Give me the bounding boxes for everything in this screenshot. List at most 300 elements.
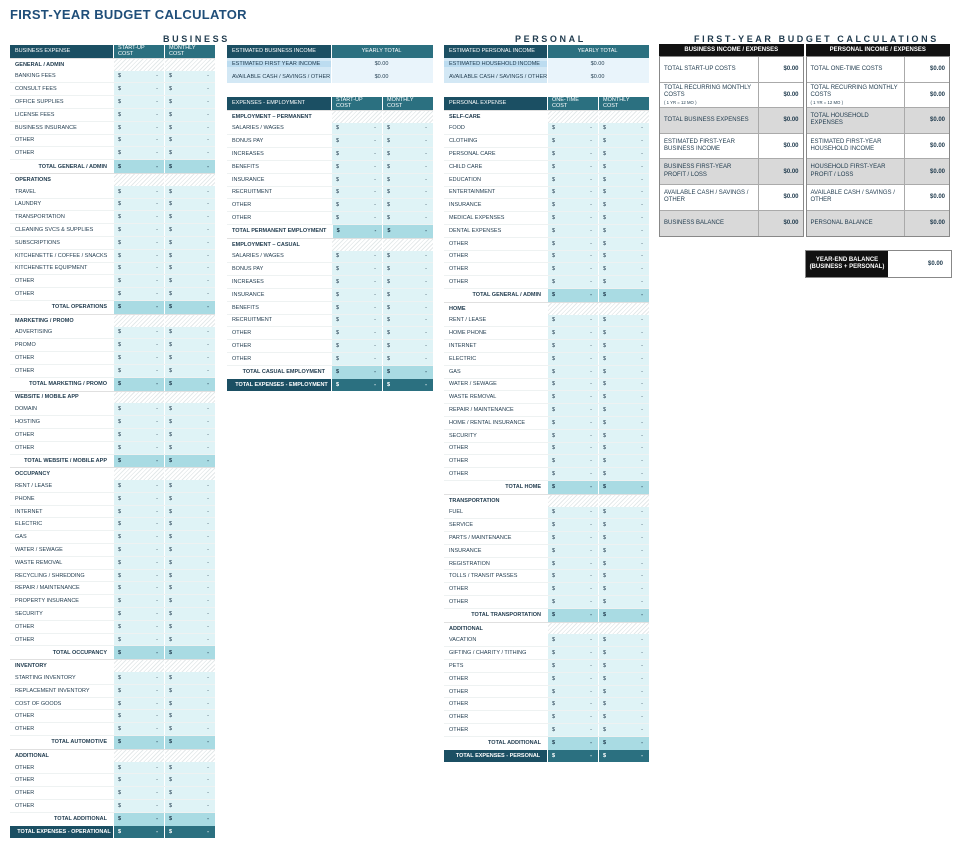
monthly-input-cell[interactable]	[598, 558, 649, 570]
cost-input-cell[interactable]	[113, 365, 164, 377]
line-item-label: CONSULT FEES	[15, 86, 57, 93]
subtotal-cost-cell	[547, 289, 598, 302]
cost-input-cell[interactable]	[113, 442, 164, 454]
monthly-input-cell[interactable]	[382, 212, 433, 224]
monthly-input-cell[interactable]	[598, 455, 649, 467]
currency-symbol: $	[552, 202, 556, 209]
monthly-input-cell[interactable]	[598, 148, 649, 160]
currency-symbol: $	[387, 279, 391, 286]
cell-value: -	[207, 381, 209, 388]
monthly-input-cell[interactable]	[164, 774, 215, 786]
currency-symbol: $	[169, 188, 173, 195]
income-value-input[interactable]: $0.00	[547, 58, 649, 71]
monthly-input-cell[interactable]	[164, 83, 215, 95]
cost-input-cell[interactable]	[113, 403, 164, 415]
cost-input-cell[interactable]	[113, 582, 164, 594]
monthly-input-cell[interactable]	[164, 365, 215, 377]
cost-input-cell[interactable]	[113, 685, 164, 697]
cost-input-cell[interactable]	[331, 251, 382, 263]
monthly-input-cell[interactable]	[598, 507, 649, 519]
cost-input-cell[interactable]	[331, 315, 382, 327]
currency-symbol: $	[169, 636, 173, 643]
monthly-input-cell[interactable]	[164, 557, 215, 569]
monthly-input-cell[interactable]	[164, 403, 215, 415]
monthly-input-cell[interactable]	[382, 187, 433, 199]
monthly-input-cell[interactable]	[598, 647, 649, 659]
cost-input-cell[interactable]	[547, 647, 598, 659]
monthly-input-cell[interactable]	[164, 698, 215, 710]
monthly-input-cell[interactable]	[164, 429, 215, 441]
monthly-input-cell[interactable]	[164, 800, 215, 812]
cost-input-cell[interactable]	[113, 339, 164, 351]
cost-input-cell[interactable]	[547, 199, 598, 211]
currency-symbol: $	[603, 343, 607, 350]
cost-input-cell[interactable]	[547, 238, 598, 250]
monthly-input-cell[interactable]	[598, 327, 649, 339]
cell-value: -	[641, 675, 643, 682]
cost-input-cell[interactable]	[331, 340, 382, 352]
cost-input-cell[interactable]	[113, 595, 164, 607]
monthly-input-cell[interactable]	[382, 263, 433, 275]
cost-input-cell[interactable]	[113, 570, 164, 582]
cost-input-cell[interactable]	[113, 531, 164, 543]
cell-value: -	[641, 215, 643, 222]
currency-symbol: $	[552, 560, 556, 567]
monthly-input-cell[interactable]	[598, 724, 649, 736]
monthly-input-cell[interactable]	[598, 238, 649, 250]
calc-row	[660, 108, 803, 134]
line-item-row	[10, 506, 215, 519]
subtotal-label: TOTAL GENERAL / ADMIN	[38, 163, 107, 170]
cost-input-cell[interactable]	[113, 480, 164, 492]
monthly-input-cell[interactable]	[164, 71, 215, 83]
monthly-input-cell[interactable]	[164, 122, 215, 134]
cost-input-cell[interactable]	[547, 711, 598, 723]
cell-value: -	[425, 266, 427, 273]
cost-input-cell[interactable]	[113, 416, 164, 428]
line-item-label: STARTING INVENTORY	[15, 674, 76, 681]
monthly-input-cell[interactable]	[598, 519, 649, 531]
cost-input-cell[interactable]	[547, 225, 598, 237]
monthly-input-cell[interactable]	[164, 211, 215, 223]
cost-input-cell[interactable]	[113, 199, 164, 211]
line-item-row	[444, 123, 649, 136]
cost-input-cell[interactable]	[113, 71, 164, 83]
cost-input-cell[interactable]	[113, 787, 164, 799]
cost-input-cell[interactable]	[113, 109, 164, 121]
cost-input-cell[interactable]	[547, 570, 598, 582]
cost-input-cell[interactable]	[113, 147, 164, 159]
cost-input-cell[interactable]	[547, 443, 598, 455]
cost-input-cell[interactable]	[547, 161, 598, 173]
cost-input-cell[interactable]	[331, 353, 382, 365]
cost-input-cell[interactable]	[113, 710, 164, 722]
subtotal-row	[227, 366, 433, 379]
cost-input-cell[interactable]	[547, 698, 598, 710]
monthly-input-cell[interactable]	[598, 417, 649, 429]
monthly-input-cell[interactable]	[164, 96, 215, 108]
currency-symbol: $	[169, 86, 173, 93]
monthly-input-cell[interactable]	[598, 123, 649, 135]
cell-value: -	[590, 227, 592, 234]
income-value-input[interactable]: $0.00	[331, 58, 433, 71]
cost-input-cell[interactable]	[113, 237, 164, 249]
monthly-input-cell[interactable]	[164, 582, 215, 594]
cost-input-cell[interactable]	[547, 686, 598, 698]
subtotal-monthly-cell	[382, 225, 433, 238]
monthly-input-cell[interactable]	[598, 596, 649, 608]
cost-input-cell[interactable]	[547, 251, 598, 263]
cost-input-cell[interactable]	[547, 315, 598, 327]
calc-row	[660, 159, 803, 185]
currency-symbol: $	[118, 201, 122, 208]
cost-input-cell[interactable]	[113, 506, 164, 518]
cell-value: -	[374, 291, 376, 298]
hatched-cell	[164, 315, 215, 327]
monthly-input-cell[interactable]	[598, 698, 649, 710]
cost-input-cell[interactable]	[547, 545, 598, 557]
monthly-input-cell[interactable]	[598, 673, 649, 685]
monthly-input-cell[interactable]	[598, 545, 649, 557]
cost-input-cell[interactable]	[547, 468, 598, 480]
monthly-input-cell[interactable]	[598, 135, 649, 147]
monthly-input-cell[interactable]	[598, 276, 649, 288]
currency-symbol: $	[552, 701, 556, 708]
monthly-input-cell[interactable]	[382, 161, 433, 173]
monthly-input-cell[interactable]	[598, 391, 649, 403]
cost-input-cell[interactable]	[113, 493, 164, 505]
cost-input-cell[interactable]	[113, 135, 164, 147]
monthly-input-cell[interactable]	[164, 339, 215, 351]
monthly-input-cell[interactable]	[164, 135, 215, 147]
cost-input-cell[interactable]	[331, 199, 382, 211]
line-item-label: OTHER	[449, 253, 469, 260]
cost-input-cell[interactable]	[113, 250, 164, 262]
cost-input-cell[interactable]	[547, 558, 598, 570]
cost-input-cell[interactable]	[113, 186, 164, 198]
line-item-label: INSURANCE	[449, 547, 482, 554]
monthly-input-cell[interactable]	[598, 199, 649, 211]
cost-input-cell[interactable]	[547, 507, 598, 519]
cost-input-cell[interactable]	[113, 352, 164, 364]
income-value-input[interactable]: $0.00	[547, 71, 649, 84]
cell-value: -	[641, 471, 643, 477]
cost-input-cell[interactable]	[547, 519, 598, 531]
line-item-label: OTHER	[449, 240, 469, 247]
cost-input-cell[interactable]	[331, 135, 382, 147]
currency-symbol: $	[118, 381, 122, 388]
cost-input-cell[interactable]	[113, 557, 164, 569]
line-item-label: OTHER	[15, 764, 35, 771]
monthly-input-cell[interactable]	[598, 468, 649, 480]
cost-input-cell[interactable]	[113, 83, 164, 95]
monthly-input-cell[interactable]	[164, 263, 215, 275]
line-item-row	[10, 224, 215, 237]
category-label: INVENTORY	[15, 663, 47, 670]
cost-input-cell[interactable]	[113, 288, 164, 300]
monthly-input-cell[interactable]	[598, 686, 649, 698]
monthly-input-cell[interactable]	[598, 212, 649, 224]
cell-value: -	[156, 86, 158, 93]
monthly-input-cell[interactable]	[382, 353, 433, 365]
monthly-input-cell[interactable]	[164, 672, 215, 684]
monthly-input-cell[interactable]	[598, 660, 649, 672]
cost-input-cell[interactable]	[547, 263, 598, 275]
monthly-input-cell[interactable]	[598, 583, 649, 595]
cost-input-cell[interactable]	[547, 276, 598, 288]
cost-input-cell[interactable]	[547, 135, 598, 147]
monthly-input-cell[interactable]	[164, 109, 215, 121]
cost-input-cell[interactable]	[547, 187, 598, 199]
hatched-cell	[164, 392, 215, 404]
cell-value: -	[156, 99, 158, 106]
monthly-input-cell[interactable]	[382, 199, 433, 211]
cost-input-cell[interactable]	[331, 302, 382, 314]
calc-value: $0.00	[904, 211, 949, 237]
cost-input-cell[interactable]	[547, 174, 598, 186]
subtotal-monthly-cell	[598, 289, 649, 302]
cost-input-cell[interactable]	[331, 174, 382, 186]
monthly-input-cell[interactable]	[598, 187, 649, 199]
monthly-input-cell[interactable]	[598, 711, 649, 723]
cost-input-cell[interactable]	[113, 122, 164, 134]
monthly-input-cell[interactable]	[598, 174, 649, 186]
monthly-input-cell[interactable]	[382, 289, 433, 301]
cost-input-cell[interactable]	[547, 430, 598, 442]
cost-input-cell[interactable]	[547, 634, 598, 646]
monthly-input-cell[interactable]	[382, 276, 433, 288]
monthly-input-cell[interactable]	[598, 225, 649, 237]
currency-symbol: $	[387, 266, 391, 273]
calc-label-text: TOTAL HOUSEHOLD EXPENSES	[810, 113, 869, 127]
cost-input-cell[interactable]	[113, 263, 164, 275]
monthly-input-cell[interactable]	[382, 302, 433, 314]
monthly-input-cell[interactable]	[164, 685, 215, 697]
monthly-input-cell[interactable]	[164, 506, 215, 518]
cell-value: -	[590, 458, 592, 465]
cell-value: -	[641, 189, 643, 196]
cell-value: -	[590, 292, 592, 299]
monthly-input-cell[interactable]	[164, 416, 215, 428]
cost-input-cell[interactable]	[331, 263, 382, 275]
monthly-input-cell[interactable]	[164, 531, 215, 543]
line-item-row	[444, 519, 649, 532]
monthly-input-cell[interactable]	[598, 430, 649, 442]
cost-input-cell[interactable]	[113, 698, 164, 710]
cost-input-cell[interactable]	[547, 123, 598, 135]
monthly-input-cell[interactable]	[164, 250, 215, 262]
cell-value: -	[590, 279, 592, 286]
cost-input-cell[interactable]	[113, 224, 164, 236]
cost-input-cell[interactable]	[113, 723, 164, 735]
cost-input-cell[interactable]	[547, 353, 598, 365]
currency-symbol: $	[118, 214, 122, 221]
cost-input-cell[interactable]	[547, 660, 598, 672]
monthly-input-cell[interactable]	[164, 224, 215, 236]
monthly-input-cell[interactable]	[164, 570, 215, 582]
monthly-input-cell[interactable]	[164, 710, 215, 722]
monthly-input-cell[interactable]	[164, 147, 215, 159]
cell-value: -	[590, 573, 592, 580]
currency-symbol: $	[603, 292, 607, 299]
cost-input-cell[interactable]	[113, 762, 164, 774]
cost-input-cell[interactable]	[547, 417, 598, 429]
hatched-cell	[598, 495, 649, 507]
currency-symbol: $	[118, 444, 122, 451]
monthly-input-cell[interactable]	[164, 352, 215, 364]
cost-input-cell[interactable]	[547, 212, 598, 224]
cost-input-cell[interactable]	[331, 187, 382, 199]
monthly-input-cell[interactable]	[598, 404, 649, 416]
line-item-row	[444, 148, 649, 161]
cell-value: -	[156, 163, 158, 170]
cost-input-cell[interactable]	[547, 724, 598, 736]
category-row	[444, 302, 649, 315]
monthly-input-cell[interactable]	[164, 288, 215, 300]
monthly-input-cell[interactable]	[164, 199, 215, 211]
monthly-input-cell[interactable]	[164, 608, 215, 620]
subtotal-row	[10, 646, 215, 659]
currency-symbol: $	[603, 266, 607, 273]
cost-input-cell[interactable]	[113, 518, 164, 530]
currency-symbol: $	[169, 150, 173, 157]
cell-value: -	[156, 227, 158, 234]
cost-input-cell[interactable]	[113, 544, 164, 556]
line-item-row	[227, 135, 433, 148]
cost-input-cell[interactable]	[547, 391, 598, 403]
monthly-input-cell[interactable]	[164, 595, 215, 607]
monthly-input-cell[interactable]	[598, 443, 649, 455]
cost-input-cell[interactable]	[331, 327, 382, 339]
cost-input-cell[interactable]	[113, 608, 164, 620]
cell-value: -	[374, 163, 376, 170]
currency-symbol: $	[336, 163, 340, 170]
monthly-input-cell[interactable]	[164, 723, 215, 735]
cost-input-cell[interactable]	[547, 340, 598, 352]
monthly-input-cell[interactable]	[598, 315, 649, 327]
monthly-input-cell[interactable]	[164, 327, 215, 339]
monthly-input-cell[interactable]	[164, 518, 215, 530]
monthly-input-cell[interactable]	[598, 366, 649, 378]
monthly-input-cell[interactable]	[164, 493, 215, 505]
monthly-input-cell[interactable]	[382, 340, 433, 352]
monthly-input-cell[interactable]	[598, 379, 649, 391]
cost-input-cell[interactable]	[331, 212, 382, 224]
cost-input-cell[interactable]	[547, 673, 598, 685]
cell-value: -	[156, 726, 158, 733]
cost-input-cell[interactable]	[113, 800, 164, 812]
cost-input-cell[interactable]	[331, 123, 382, 135]
cost-input-cell[interactable]	[547, 148, 598, 160]
cost-input-cell[interactable]	[113, 774, 164, 786]
monthly-input-cell[interactable]	[164, 621, 215, 633]
monthly-input-cell[interactable]	[382, 251, 433, 263]
currency-symbol: $	[603, 471, 607, 477]
category-row	[10, 314, 215, 327]
monthly-input-cell[interactable]	[164, 762, 215, 774]
monthly-input-cell[interactable]	[598, 251, 649, 263]
currency-symbol: $	[387, 253, 391, 260]
calc-label-text: TOTAL RECURRING MONTHLY COSTS	[810, 85, 898, 99]
line-item-label: LICENSE FEES	[15, 111, 55, 118]
monthly-input-cell[interactable]	[164, 544, 215, 556]
monthly-input-cell[interactable]	[164, 480, 215, 492]
cost-input-cell[interactable]	[113, 327, 164, 339]
cost-input-cell[interactable]	[113, 672, 164, 684]
calc-label-text: HOUSEHOLD FIRST-YEAR PROFIT / LOSS	[810, 164, 886, 178]
monthly-input-cell[interactable]	[164, 237, 215, 249]
monthly-input-cell[interactable]	[598, 532, 649, 544]
cell-value: -	[590, 189, 592, 196]
currency-symbol: $	[552, 753, 556, 760]
monthly-input-cell[interactable]	[164, 186, 215, 198]
currency-symbol: $	[169, 252, 173, 259]
subtotal-cost-cell	[113, 455, 164, 468]
cost-input-cell[interactable]	[547, 596, 598, 608]
cell-value: -	[374, 343, 376, 350]
monthly-input-cell[interactable]	[164, 442, 215, 454]
cell-value: -	[425, 253, 427, 260]
monthly-input-cell[interactable]	[598, 570, 649, 582]
monthly-input-cell[interactable]	[382, 174, 433, 186]
monthly-input-cell[interactable]	[598, 161, 649, 173]
cost-input-cell[interactable]	[331, 161, 382, 173]
cost-input-cell[interactable]	[113, 96, 164, 108]
monthly-input-cell[interactable]	[382, 327, 433, 339]
cost-input-cell[interactable]	[113, 634, 164, 646]
line-item-label: EDUCATION	[449, 176, 481, 183]
currency-symbol: $	[603, 598, 607, 605]
income-value-input[interactable]: $0.00	[331, 71, 433, 84]
cost-input-cell[interactable]	[113, 621, 164, 633]
cost-input-cell[interactable]	[331, 289, 382, 301]
cost-input-cell[interactable]	[331, 148, 382, 160]
calc-value: $0.00	[904, 83, 949, 108]
grand-total-cost-cell	[331, 379, 382, 392]
cost-input-cell[interactable]	[331, 276, 382, 288]
monthly-input-cell[interactable]	[164, 787, 215, 799]
cell-value: -	[207, 431, 209, 438]
cost-input-cell[interactable]	[547, 455, 598, 467]
line-item-row	[444, 199, 649, 212]
cost-input-cell[interactable]	[547, 327, 598, 339]
currency-symbol: $	[169, 508, 173, 515]
monthly-input-cell[interactable]	[598, 263, 649, 275]
cost-input-cell[interactable]	[547, 379, 598, 391]
monthly-input-cell[interactable]	[382, 135, 433, 147]
cost-input-cell[interactable]	[113, 211, 164, 223]
monthly-input-cell[interactable]	[382, 315, 433, 327]
cost-input-cell[interactable]	[113, 275, 164, 287]
cost-input-cell[interactable]	[547, 583, 598, 595]
cost-input-cell[interactable]	[547, 366, 598, 378]
income-header-value: YEARLY TOTAL	[331, 45, 433, 58]
monthly-input-cell[interactable]	[598, 634, 649, 646]
cost-input-cell[interactable]	[113, 429, 164, 441]
cell-value: -	[641, 534, 643, 541]
monthly-input-cell[interactable]	[382, 123, 433, 135]
calc-label	[660, 185, 758, 210]
monthly-input-cell[interactable]	[382, 148, 433, 160]
monthly-input-cell[interactable]	[164, 275, 215, 287]
calculations-header	[659, 44, 950, 56]
monthly-input-cell[interactable]	[598, 340, 649, 352]
cost-input-cell[interactable]	[547, 404, 598, 416]
subtotal-cost-cell	[113, 378, 164, 391]
cost-input-cell[interactable]	[547, 532, 598, 544]
monthly-input-cell[interactable]	[164, 634, 215, 646]
monthly-input-cell[interactable]	[598, 353, 649, 365]
